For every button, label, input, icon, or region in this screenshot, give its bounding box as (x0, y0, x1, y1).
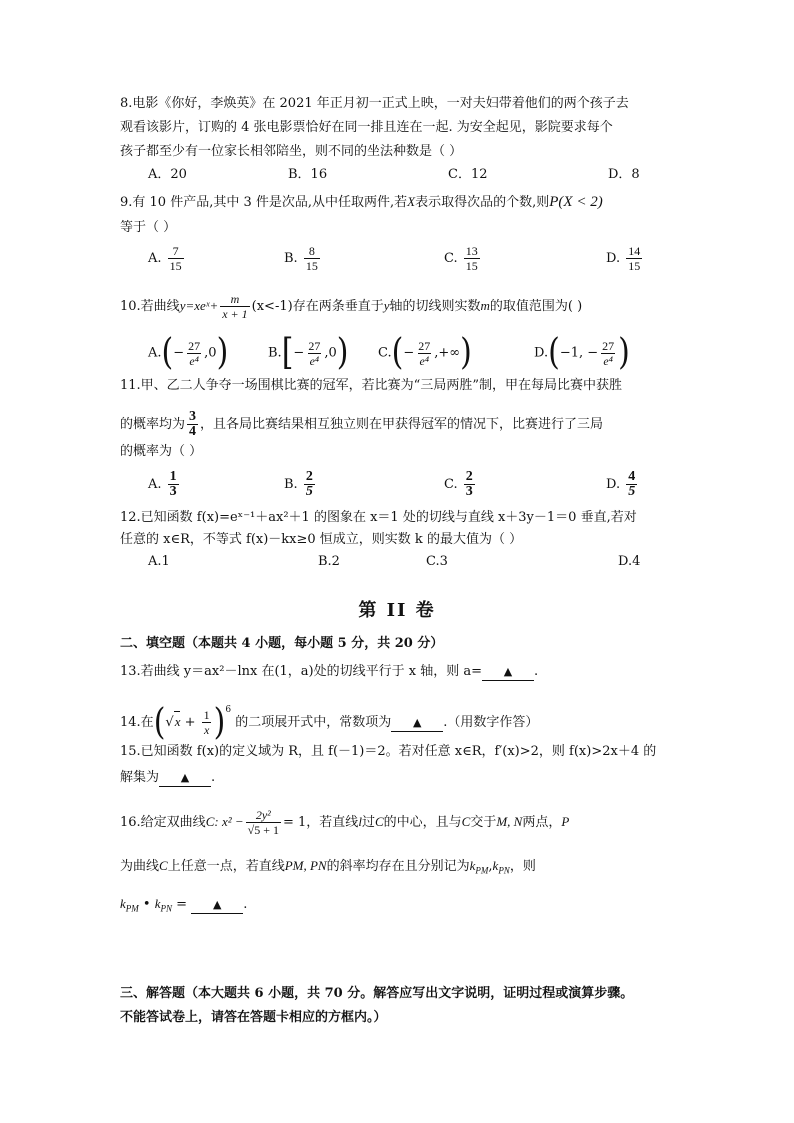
q11-d-den: 5 (628, 484, 636, 499)
q11-a-fraction (168, 470, 179, 499)
q10-b-fraction (306, 339, 322, 368)
fill-in-heading: 二、填空题（本题共 4 小题，每小题 5 分，共 20 分） (120, 636, 444, 651)
q10-d-right-paren: ) (618, 331, 630, 374)
q10-suffix: 存在两条垂直于 (292, 299, 384, 314)
question-12-line-2: 任意的 x∈R，不等式 f(x)－kx≥0 恒成立，则实数 k 的最大值为（ ） (120, 532, 523, 547)
q14-num: 1 (203, 708, 210, 722)
q10-d-label: D. (534, 345, 549, 361)
question-8-line-1: 8.电影《你好，李焕英》在 2021 年正月初一正式上映，一对夫妇带着他们的两个孩子去 (120, 96, 629, 111)
q16-line3-eq: = (172, 897, 192, 912)
q9-b-num: 8 (308, 244, 315, 258)
q8-option-c: C．12 (448, 167, 488, 182)
q11-b-den: 5 (305, 484, 313, 499)
blank-triangle-icon: ▲ (180, 771, 190, 784)
q15-answer-blank[interactable] (159, 770, 211, 787)
q16-eq-part-1: : x² − (214, 814, 244, 829)
q10-frac-num: m (230, 292, 240, 306)
q14-exponent: 6 (225, 705, 232, 715)
q10-a-label: A. (148, 345, 162, 361)
q15-text: 解集为 (120, 770, 160, 785)
blank-triangle-icon: ▲ (503, 665, 513, 678)
q10-frac-den: x + 1 (222, 307, 248, 321)
q12-option-d: D.4 (618, 554, 641, 569)
q15-end: . (211, 770, 216, 785)
q14-fraction (202, 708, 212, 737)
q10-option-d (534, 331, 630, 374)
question-9-line-1 (120, 192, 603, 213)
q16-lines-pm-pn: PM, PN (284, 858, 327, 873)
q9-d-num: 14 (628, 244, 641, 258)
q9-option-a (148, 244, 186, 273)
q16-k-pn-sub: PN (498, 865, 510, 876)
q11-a-num: 1 (169, 469, 177, 484)
q9-var-x: X (407, 194, 416, 209)
q16-text-e: 交于 (470, 815, 497, 830)
question-12-line-1: 12.已知函数 f(x)=eˣ⁻¹＋ax²＋1 的图象在 x＝1 处的切线与直线 x＋3y－1＝0 垂直,若对 (120, 510, 637, 525)
q9-option-b-fraction (304, 244, 320, 273)
q8-option-a: A．20 (148, 167, 187, 182)
q11-d-fraction (626, 470, 637, 499)
q16-text-d: 的中心，且与 (383, 815, 462, 830)
question-10-line-1 (120, 292, 582, 321)
q9-option-d (606, 244, 644, 273)
q9-text-b: 表示取得次品的个数,则 (415, 195, 550, 210)
q14-left-paren: ( (153, 700, 166, 743)
q16-line3-end: . (243, 897, 248, 912)
q16-curve-c-4: C (159, 858, 168, 873)
blank-triangle-icon: ▲ (212, 898, 222, 911)
q11-option-b (284, 470, 317, 499)
q10-d-left-paren: ( (548, 331, 560, 374)
q16-answer-blank[interactable] (191, 897, 243, 914)
q11-probability-fraction (187, 410, 198, 439)
q10-a-num: 27 (188, 338, 201, 353)
q10-suffix-3: 的取值范围为( ) (489, 299, 583, 314)
question-11-line-3: 的概率为（ ） (120, 444, 203, 459)
q9-option-b-label: B. (284, 251, 298, 266)
q16-k-pm-sub: PM (475, 865, 489, 876)
q16-den: √5 + 1 (247, 823, 279, 837)
q10-c-right-paren: ) (460, 331, 472, 374)
q10-suffix-2: 轴的切线则实数 (389, 299, 481, 314)
question-15-line-2 (120, 768, 215, 788)
q11-b-label: B. (284, 477, 298, 492)
q11-a-label: A. (148, 477, 162, 492)
q11-p-num: 3 (189, 409, 197, 424)
q9-option-c-fraction (464, 244, 480, 273)
q11-option-a (148, 470, 181, 499)
q16-point-p: P (561, 814, 570, 829)
q11-text-b: ，且各局比赛结果相互独立则在甲获得冠军的情况下，比赛进行了三局 (200, 417, 604, 432)
q10-var-m: m (480, 298, 490, 313)
q11-c-label: C. (444, 477, 458, 492)
q11-b-num: 2 (305, 469, 313, 484)
q16-curve-c-3: C (461, 814, 471, 829)
q10-a-left-paren: ( (161, 331, 174, 374)
q8-option-b: B．16 (288, 167, 328, 182)
answer-heading-line-2: 不能答试卷上，请答在答题卡相应的方框内。） (120, 1010, 387, 1025)
q9-option-d-fraction (626, 244, 642, 273)
question-11-line-2 (120, 410, 603, 439)
q16-text-f: 两点， (522, 815, 562, 830)
q10-d-neg: −1, − (559, 345, 599, 361)
q10-b-neg: − (293, 345, 305, 361)
q16-line3-k1-sub: PM (125, 903, 139, 914)
blank-triangle-icon: ▲ (413, 716, 422, 729)
q14-end: .（用数字作答） (443, 715, 539, 730)
q10-c-left-paren: ( (391, 331, 404, 374)
q10-a-rest: ,0 (204, 345, 217, 361)
q10-a-right-paren: ) (216, 331, 229, 374)
q9-option-b (284, 244, 322, 273)
q16-points-mn: M, N (496, 814, 523, 829)
question-9-line-2: 等于（ ） (120, 220, 177, 235)
q10-b-left-bracket: [ (281, 331, 294, 374)
q16-k-pm: k (469, 858, 476, 873)
q16-num: 2y² (255, 808, 271, 822)
q16-separator: , (488, 859, 493, 874)
question-8-line-2: 观看该影片，订购的 4 张电影票恰好在同一排且连在一起. 为安全起见，影院要求每个 (120, 120, 613, 135)
q9-a-num: 7 (172, 244, 179, 258)
q16-line2-a: 为曲线 (120, 859, 160, 874)
q16-eq-part-2: = 1 (283, 815, 307, 830)
q9-c-num: 13 (465, 244, 478, 258)
q9-text-a: 9.有 10 件产品,其中 3 件是次品,从中任取两件,若 (120, 195, 408, 210)
q16-line3-k2: k (154, 896, 161, 911)
q9-option-c (444, 244, 482, 273)
question-11-line-1: 11.甲、乙二人争夺一场围棋比赛的冠军，若比赛为“三局两胜”制，甲在每局比赛中获胜 (120, 378, 622, 393)
q11-a-den: 3 (169, 484, 177, 499)
q11-d-num: 4 (628, 469, 636, 484)
q10-c-num: 27 (418, 338, 431, 353)
q10-d-num: 27 (602, 338, 615, 353)
q11-d-label: D. (606, 477, 621, 492)
q10-a-fraction (186, 339, 202, 368)
q10-condition: (x<-1) (251, 299, 293, 314)
q11-b-fraction (304, 470, 315, 499)
q14-plus: + (180, 715, 200, 730)
q11-c-den: 3 (465, 484, 473, 499)
q16-fraction (246, 808, 281, 837)
q9-option-a-fraction (168, 244, 184, 273)
q14-prefix: 14.在 (120, 715, 154, 730)
question-14 (120, 700, 539, 743)
q9-b-den: 15 (305, 259, 318, 273)
q10-c-neg: − (403, 345, 415, 361)
q14-sqrt-content: x (174, 711, 181, 732)
q16-line2-b: 上任意一点，若直线 (167, 859, 285, 874)
q10-c-rest: ,+∞ (434, 345, 461, 361)
q16-prefix: 16.给定双曲线 (120, 815, 206, 830)
q10-function: y=xeˣ+ (179, 298, 219, 313)
q11-option-c (444, 470, 477, 499)
question-15-line-1: 15.已知函数 f(x)的定义域为 R，且 f(－1)＝2。若对任意 x∈R，f′(x)>2，则 f(x)>2x＋4 的 (120, 744, 657, 759)
q9-option-c-label: C. (444, 251, 458, 266)
q14-answer-blank[interactable] (391, 715, 443, 732)
q10-b-num: 27 (308, 338, 321, 353)
q10-b-den: e⁴ (309, 353, 320, 368)
q11-option-d (606, 470, 639, 499)
q16-text-b: ，若直线 (306, 815, 359, 830)
question-16-line-3 (120, 894, 247, 919)
part-2-title: 第 II 卷 (358, 600, 436, 621)
q12-option-a: A.1 (148, 554, 170, 569)
q10-c-fraction (416, 339, 432, 368)
q12-option-c: C.3 (426, 554, 448, 569)
q10-b-right-paren: ) (336, 331, 349, 374)
q9-option-a-label: A. (148, 251, 162, 266)
q9-a-den: 15 (169, 259, 182, 273)
q16-text-c: 过 (361, 815, 375, 830)
question-8-line-3: 孩子都至少有一位家长相邻陪坐，则不同的坐法种数是（ ） (120, 144, 463, 159)
q16-line2-c: 的斜率均存在且分别记为 (326, 859, 470, 874)
q10-c-label: C. (378, 345, 392, 361)
question-16-line-2 (120, 856, 536, 881)
q16-line3-k1: k (120, 896, 126, 911)
q10-c-den: e⁴ (419, 353, 429, 368)
q16-line3-k2-sub: PN (160, 903, 173, 914)
q9-probability: P(X < 2) (549, 194, 603, 210)
q14-text: 的二项展开式中，常数项为 (235, 715, 392, 730)
q14-right-paren: ) (213, 700, 226, 743)
q16-k-pn: k (492, 858, 499, 873)
q10-b-label: B. (268, 345, 282, 361)
q9-d-den: 15 (628, 259, 641, 273)
q13-answer-blank[interactable] (482, 664, 534, 681)
q11-c-fraction (464, 470, 475, 499)
q10-option-c (378, 331, 472, 374)
q16-line3-dot: • (138, 897, 155, 912)
q11-text-a: 的概率均为 (120, 417, 186, 432)
question-13 (120, 662, 538, 682)
q11-c-num: 2 (465, 469, 473, 484)
q14-den: x (203, 723, 210, 737)
q10-option-a (148, 331, 229, 374)
q10-fraction (220, 292, 249, 321)
q14-sqrt-sign: √ (165, 715, 174, 730)
q10-a-den: e⁴ (189, 353, 199, 368)
q10-d-fraction (600, 339, 616, 368)
answer-heading-line-1: 三、解答题（本大题共 6 小题，共 70 分。解答应写出文字说明，证明过程或演算步骤。 (120, 986, 634, 1001)
q9-option-d-label: D. (606, 251, 621, 266)
q16-curve-c: C (205, 814, 215, 829)
q11-p-den: 4 (189, 424, 197, 439)
q10-b-rest: ,0 (324, 345, 337, 361)
q13-end: . (533, 664, 539, 679)
q10-d-den: e⁴ (603, 353, 613, 368)
question-16-line-1 (120, 808, 569, 837)
q10-prefix: 10.若曲线 (120, 299, 180, 314)
q10-option-b (268, 331, 349, 374)
q16-line2-d: ，则 (509, 859, 536, 874)
q13-text: 13.若曲线 y＝ax²－lnx 在(1，a)处的切线平行于 x 轴，则 a= (120, 664, 482, 679)
q10-var-y: y (383, 298, 390, 313)
q16-curve-c-2: C (374, 814, 384, 829)
q8-option-d: D．8 (608, 167, 640, 182)
q9-c-den: 15 (465, 259, 478, 273)
q12-option-b: B.2 (318, 554, 340, 569)
q10-a-neg: − (173, 345, 185, 361)
q16-line-l: l (358, 814, 362, 829)
